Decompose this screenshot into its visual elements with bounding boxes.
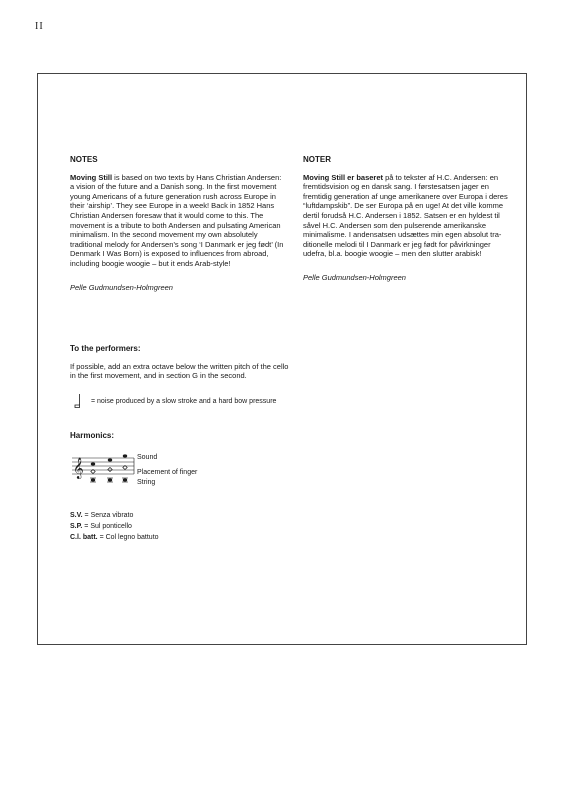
harmonics-label-sound: Sound: [137, 454, 158, 461]
notes-lead: Moving Still: [70, 172, 113, 182]
noise-legend: [73, 393, 276, 409]
performers-instruction: If possible, add an extra octave below the written pitch of the cello in the first movement, and in section G in the second.: [70, 361, 289, 381]
performers-title: To the performers:: [70, 344, 141, 353]
abbreviation-term: S.P.: [70, 523, 83, 530]
notes-danish: [303, 155, 513, 283]
page-number: II: [35, 21, 44, 32]
abbreviation-meaning: = Senza vibrato: [84, 512, 134, 519]
notes-english: [70, 155, 285, 292]
noter-paragraph: [303, 173, 513, 259]
harmonics-label-string: String: [137, 479, 156, 486]
abbreviation-item: [70, 510, 159, 521]
abbreviation-meaning: = Col legno battuto: [99, 534, 159, 541]
notes-heading: NOTES: [70, 155, 98, 164]
noter-heading: NOTER: [303, 155, 331, 164]
noise-description: = noise produced by a slow stroke and a hard bow pressure: [91, 398, 277, 405]
abbreviation-term: S.V.: [70, 512, 83, 519]
noter-lead: Moving Still er baseret: [303, 172, 384, 182]
harmonics-label-finger: Placement of finger: [137, 469, 198, 476]
abbreviations-list: [70, 510, 159, 543]
harmonics-example: [70, 450, 140, 491]
notes-body: is based on two texts by Hans Christian Andersen: a vision of the future and a Danish song. In the first movement young Americans of a future generation rush across Europe in their ‘airship’. They see Europe in a week! Back in 1852 Hans Christian Andersen foresaw that it would come to this. The movement is a tribute to both Andersen and pulsating American minimalism. In the second movement my own absolutely traditional melody for Andersen’s song ‘I Danmark er jeg født’ (In Denmark I Was Born) is exposed to influences from abroad, including boogie woogie – but it ends Arab-style!: [70, 172, 284, 268]
abbreviation-item: [70, 521, 159, 532]
noter-signature: Pelle Gudmundsen-Holmgreen: [303, 272, 406, 282]
performers-section: [70, 344, 290, 381]
abbreviation-item: [70, 532, 159, 543]
notes-paragraph: [70, 173, 285, 269]
noter-body: på to tekster af H.C. Andersen: en fremtidsvision og en dansk sang. I førstesatsen jager en fremtidig generation af unge amerikanere over Europa i deres “luftdampskib”. De ser Europa på en uge! At det ville komme dertil forudså H.C. Andersen i 1852. Satsen er en hyldest til såvel H.C. Andersen som den pulserende amerikanske minimalisme. I andensatsen udsættes min egen absolut tra-ditionelle melodi til I Danmark er jeg født for påvirkninger udefra, bl.a. boogie woogie – men den slutter arabisk!: [303, 172, 508, 259]
noise-note-icon: [73, 393, 83, 409]
harmonics-staff-icon: [70, 450, 140, 486]
abbreviation-meaning: = Sul ponticello: [84, 523, 132, 530]
harmonics-title: Harmonics:: [70, 431, 115, 440]
svg-text:𝄞: 𝄞: [73, 458, 84, 479]
notes-signature: Pelle Gudmundsen-Holmgreen: [70, 282, 173, 292]
abbreviation-term: C.l. batt.: [70, 534, 98, 541]
